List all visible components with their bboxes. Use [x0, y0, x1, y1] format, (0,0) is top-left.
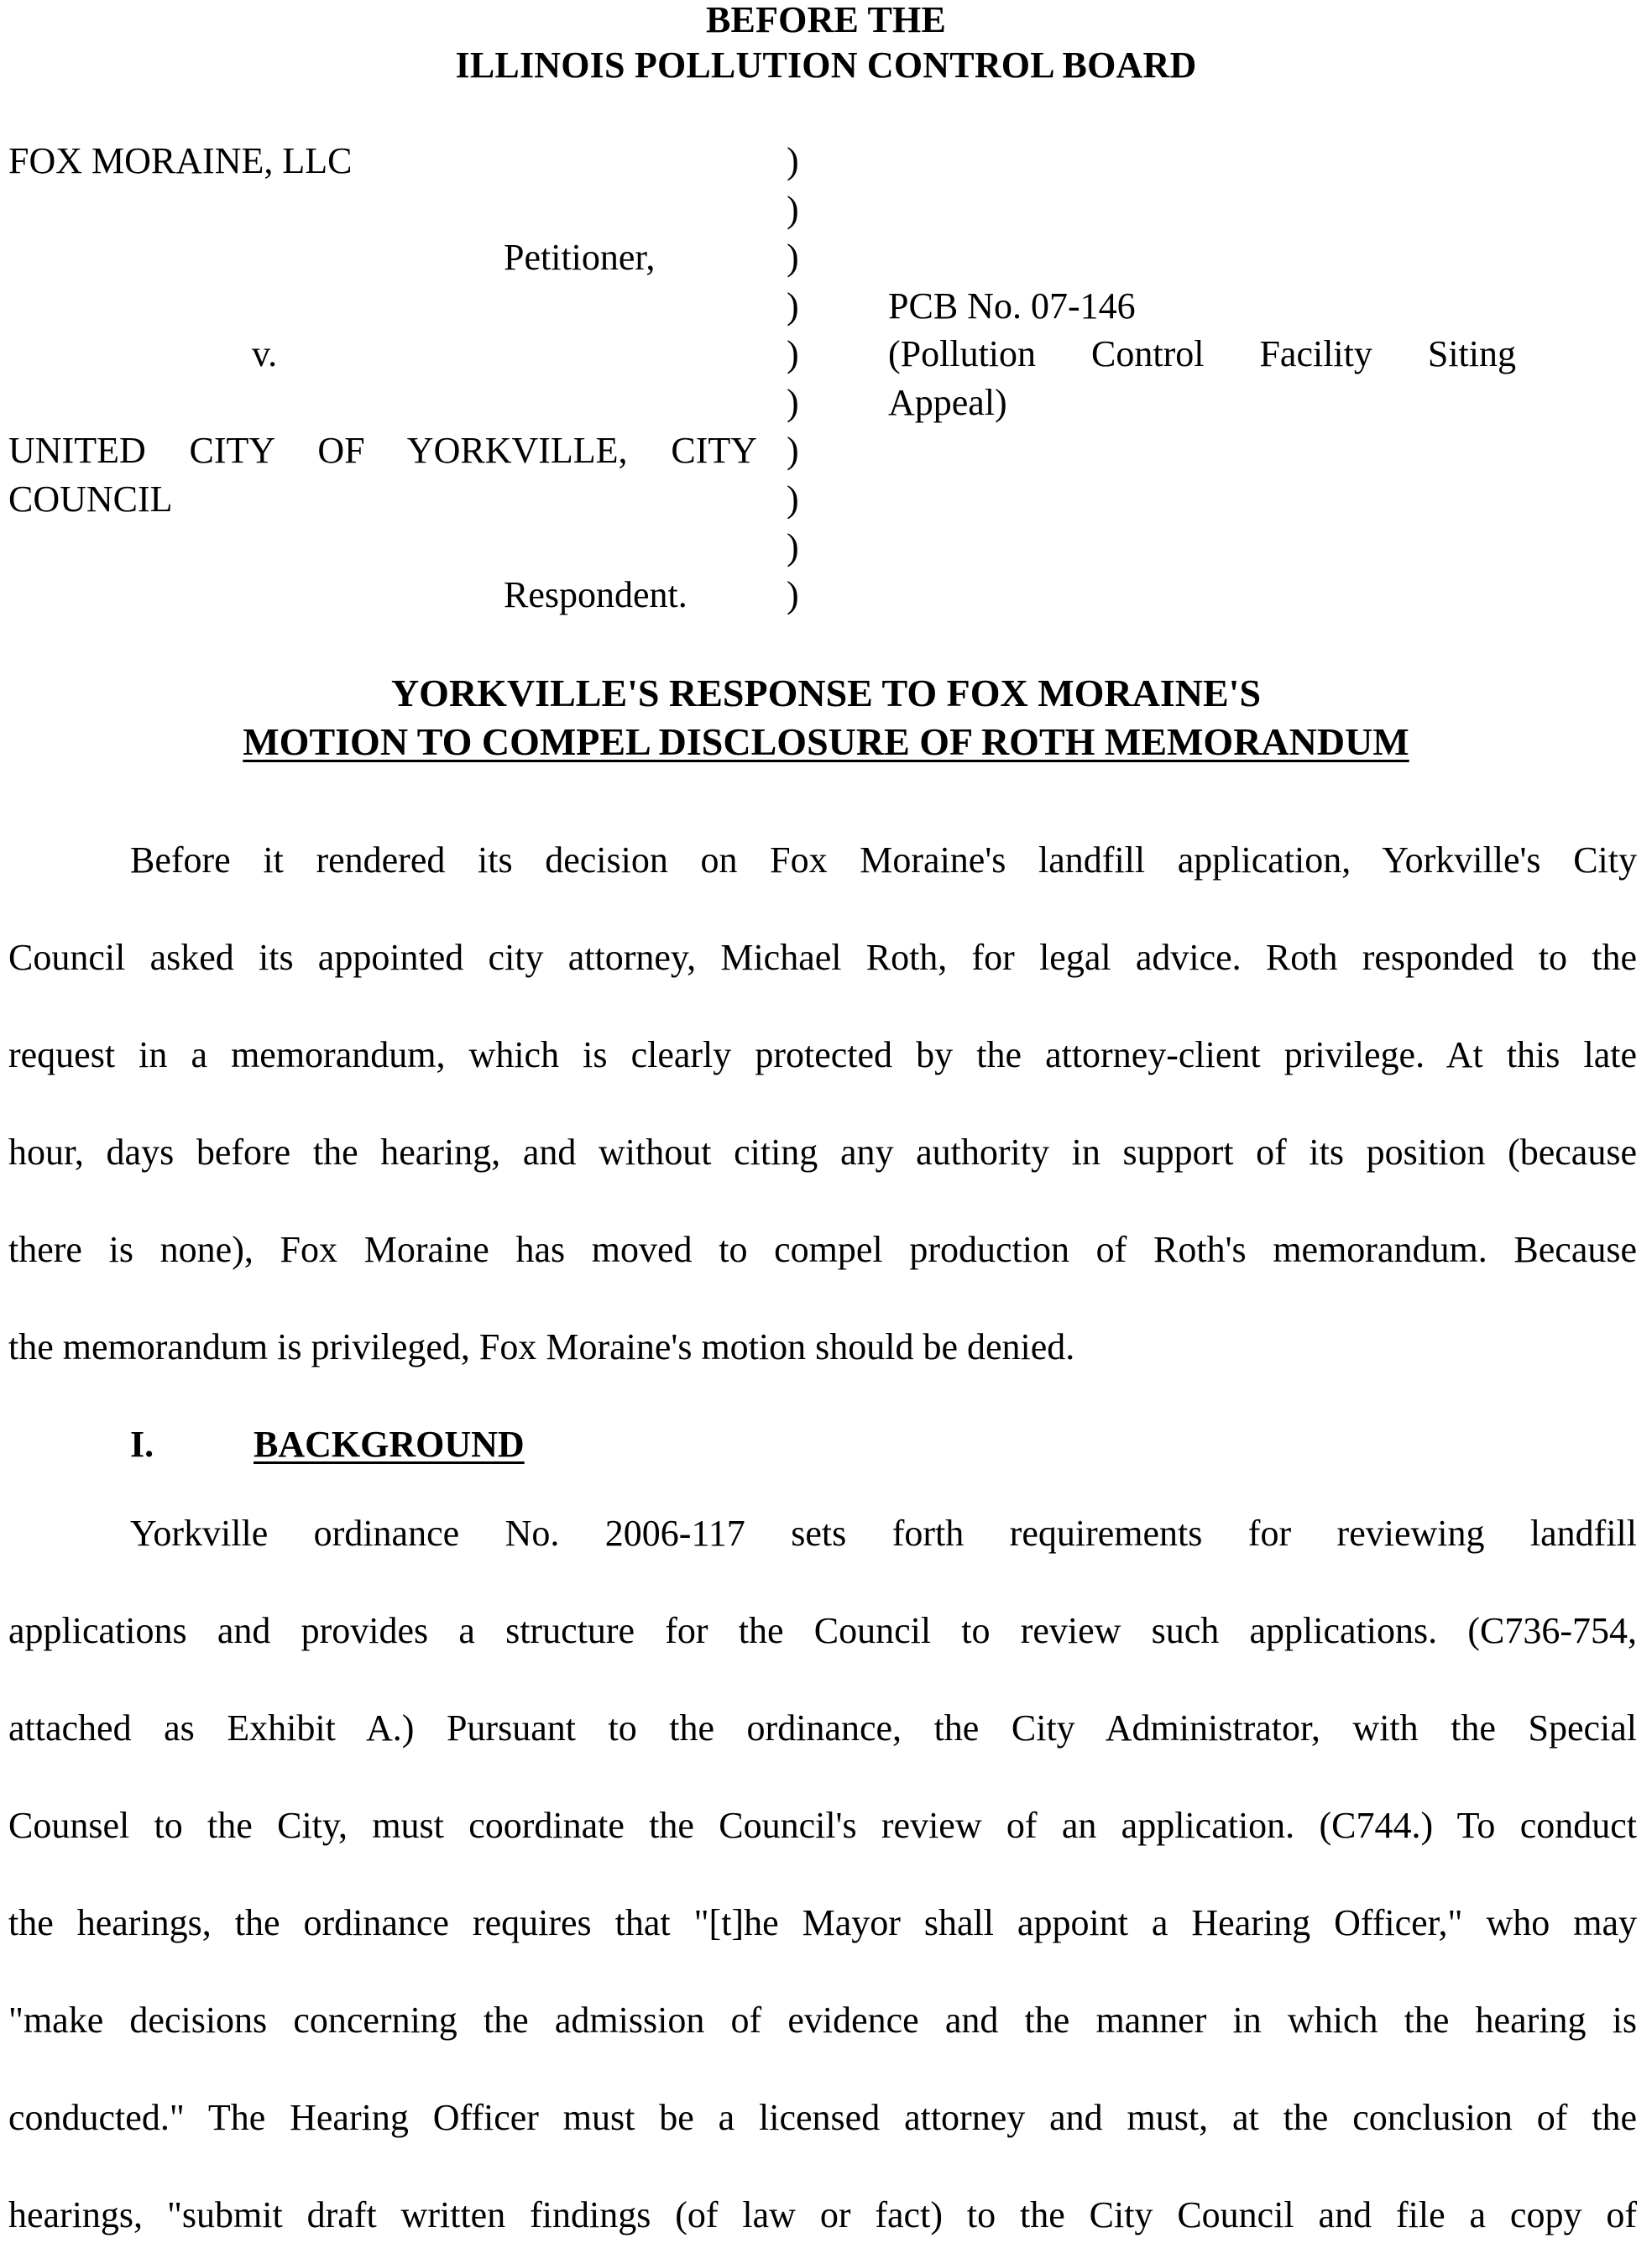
- paragraph-line: applications and provides a structure for the Council to review such applications. (C736-754,: [8, 1610, 1637, 1651]
- paragraph-line: conducted." The Hearing Officer must be a licensed attorney and must, at the conclusion of the: [8, 2097, 1637, 2138]
- caption-paren: ): [787, 382, 799, 423]
- paragraph-line: Before it rendered its decision on Fox Moraine's landfill application, Yorkville's City: [130, 839, 1637, 881]
- paragraph-line: the hearings, the ordinance requires that "[t]he Mayor shall appoint a Hearing Officer," who may: [8, 1902, 1637, 1943]
- caption-paren: ): [787, 478, 799, 520]
- paragraph-line: the memorandum is privileged, Fox Moraine's motion should be denied.: [8, 1326, 1075, 1367]
- paragraph-line: Counsel to the City, must coordinate the Council's review of an application. (C744.) To conduct: [8, 1805, 1637, 1846]
- versus-label: v.: [252, 333, 278, 374]
- caption-paren: ): [787, 574, 799, 615]
- section-number: I.: [130, 1424, 154, 1465]
- petitioner-name: FOX MORAINE, LLC: [8, 140, 353, 181]
- caption-paren: ): [787, 526, 799, 567]
- paragraph-line: there is none), Fox Moraine has moved to compel production of Roth's memorandum. Because: [8, 1229, 1637, 1270]
- respondent-role: Respondent.: [504, 574, 687, 615]
- paragraph-line: Council asked its appointed city attorney, Michael Roth, for legal advice. Roth responded to the: [8, 937, 1637, 978]
- paragraph-line: attached as Exhibit A.) Pursuant to the ordinance, the City Administrator, with the Special: [8, 1707, 1637, 1749]
- paragraph-line: request in a memorandum, which is clearly protected by the attorney-client privilege. At this late: [8, 1034, 1637, 1075]
- caption-paren: ): [787, 430, 799, 471]
- paragraph-line: hour, days before the hearing, and without citing any authority in support of its position (because: [8, 1132, 1637, 1173]
- case-type-line1: (Pollution Control Facility Siting: [888, 333, 1516, 374]
- caption-paren: ): [787, 237, 799, 278]
- caption-paren: ): [787, 140, 799, 181]
- document-title-line2-text: MOTION TO COMPEL DISCLOSURE OF ROTH MEMORANDUM: [243, 720, 1409, 763]
- paragraph-line: hearings, "submit draft written findings (of law or fact) to the City Council and file a copy of: [8, 2194, 1637, 2235]
- court-heading-line2: ILLINOIS POLLUTION CONTROL BOARD: [455, 44, 1197, 86]
- case-number: PCB No. 07-146: [888, 285, 1136, 327]
- caption-paren: ): [787, 285, 799, 327]
- respondent-name-line2: COUNCIL: [8, 478, 173, 520]
- petitioner-role: Petitioner,: [504, 237, 656, 278]
- respondent-name-line1: UNITED CITY OF YORKVILLE, CITY: [8, 430, 757, 471]
- section-title: BACKGROUND: [254, 1424, 525, 1465]
- caption-paren: ): [787, 189, 799, 230]
- court-heading-line1: BEFORE THE: [705, 0, 947, 40]
- document-title-line1: YORKVILLE'S RESPONSE TO FOX MORAINE'S: [390, 672, 1262, 714]
- case-type-line2: Appeal): [888, 382, 1007, 423]
- paragraph-line: Yorkville ordinance No. 2006-117 sets forth requirements for reviewing landfill: [130, 1513, 1637, 1554]
- caption-paren: ): [787, 333, 799, 374]
- document-title-line2: [0, 719, 1652, 765]
- paragraph-line: "make decisions concerning the admission of evidence and the manner in which the hearing is: [8, 2000, 1637, 2041]
